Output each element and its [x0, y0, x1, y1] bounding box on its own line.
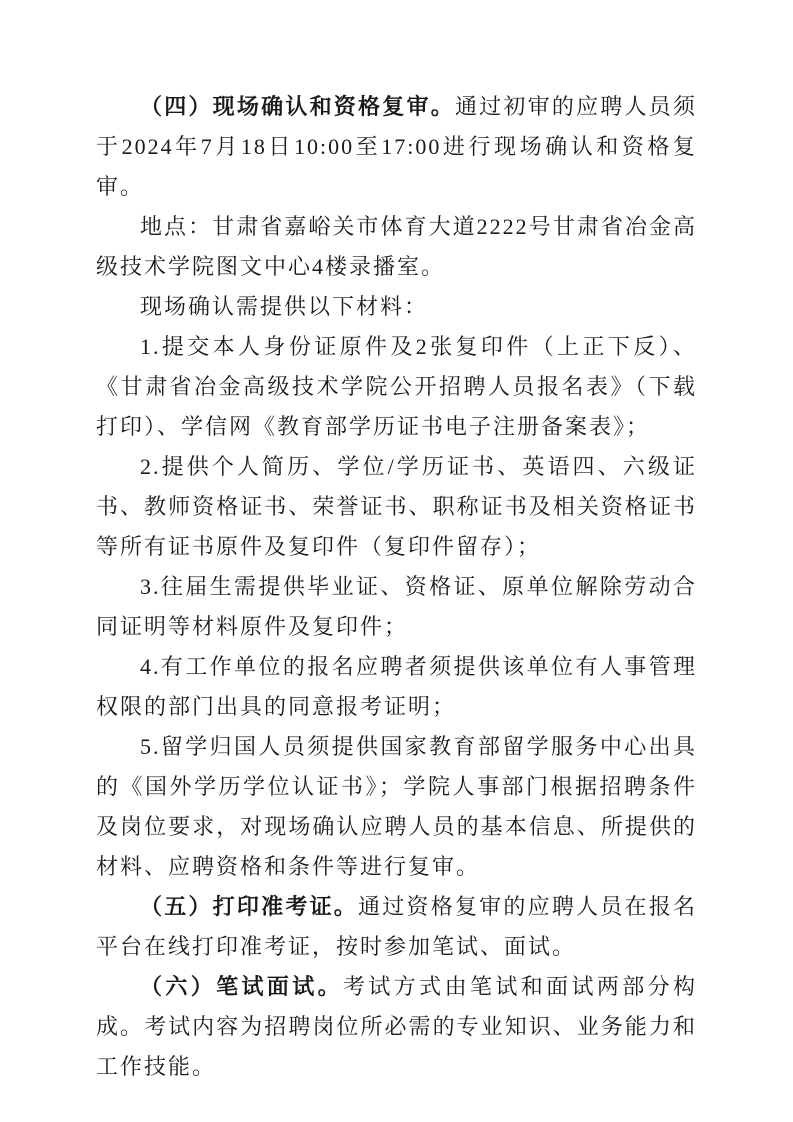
- para-material-item-1: [96, 327, 697, 447]
- paragraph-text: 4.有工作单位的报名应聘者须提供该单位有人事管理权限的部门出具的同意报考证明；: [96, 654, 697, 719]
- section-6-heading: （六）笔试面试。: [140, 974, 344, 999]
- paragraph-text: 通过资格复审的应聘人员在报名平台在线打印准考证，按时参加笔试、面试。: [96, 894, 697, 959]
- paragraph-text: 通过初审的应聘人员须于2024年7月18日10:00至17:00进行现场确认和资格复审。: [96, 94, 697, 199]
- para-material-item-4: [96, 647, 697, 727]
- para-section-4-onsite-confirmation: [96, 87, 697, 207]
- para-material-item-3: [96, 567, 697, 647]
- para-location: [96, 207, 697, 287]
- section-5-heading: （五）打印准考证。: [140, 894, 359, 919]
- paragraph-text: 考试方式由笔试和面试两部分构成。考试内容为招聘岗位所必需的专业知识、业务能力和工作技能。: [96, 974, 697, 1079]
- paragraph-text: 地点：甘肃省嘉峪关市体育大道2222号甘肃省冶金高级技术学院图文中心4楼录播室。: [96, 214, 697, 279]
- para-material-item-5: [96, 727, 697, 887]
- para-section-5-print-admission-ticket: [96, 887, 697, 967]
- paragraph-text: 5.留学归国人员须提供国家教育部留学服务中心出具的《国外学历学位认证书》；学院人事部门根据招聘条件及岗位要求，对现场确认应聘人员的基本信息、所提供的材料、应聘资格和条件等进行复审。: [96, 734, 697, 879]
- para-section-6-written-and-interview-exam: [96, 967, 697, 1087]
- document-body: [96, 87, 697, 1087]
- paragraph-text: 2.提供个人简历、学位/学历证书、英语四、六级证书、教师资格证书、荣誉证书、职称证书及相关资格证书等所有证书原件及复印件（复印件留存）；: [96, 454, 697, 559]
- paragraph-text: 现场确认需提供以下材料：: [140, 294, 429, 319]
- paragraph-text: 1.提交本人身份证原件及2张复印件（上正下反）、《甘肃省冶金高级技术学院公开招聘人员报名表》（下载打印）、学信网《教育部学历证书电子注册备案表》；: [96, 334, 697, 439]
- para-materials-intro: [96, 287, 697, 327]
- paragraph-text: 3.往届生需提供毕业证、资格证、原单位解除劳动合同证明等材料原件及复印件；: [96, 574, 697, 639]
- section-4-heading: （四）现场确认和资格复审。: [140, 94, 455, 119]
- para-material-item-2: [96, 447, 697, 567]
